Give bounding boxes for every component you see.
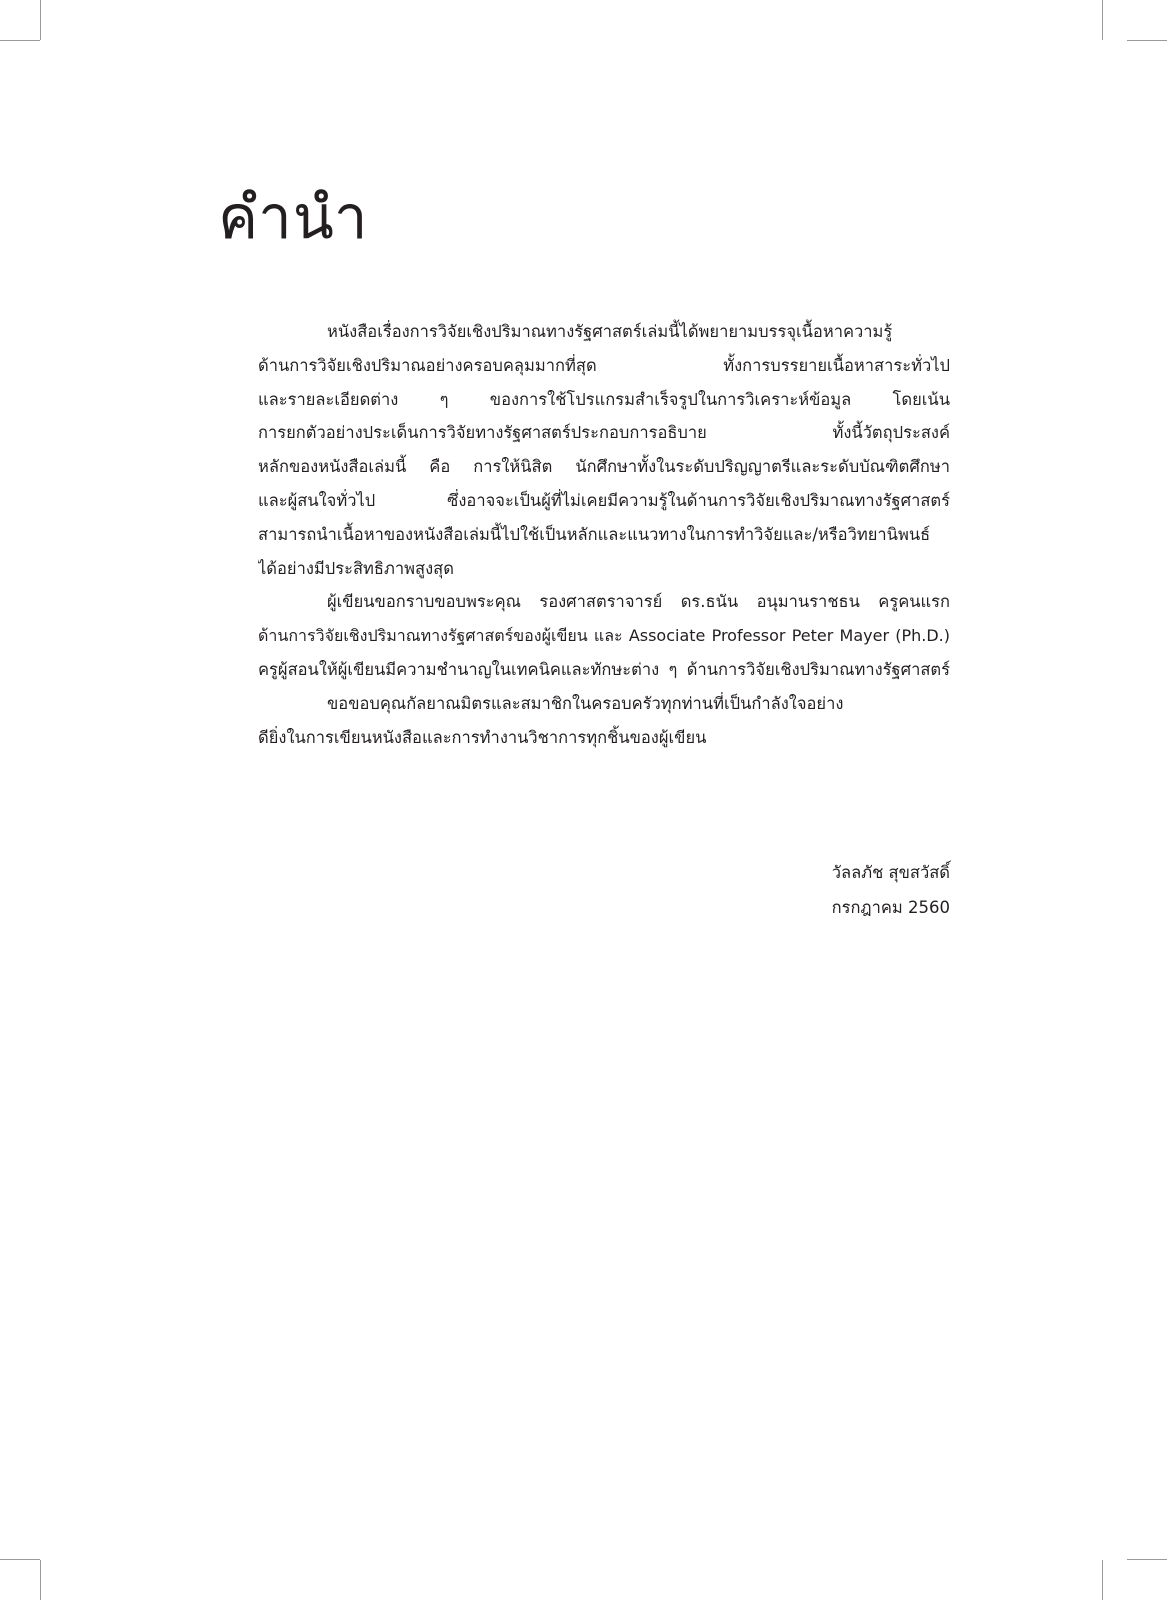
crop-mark-top-left-vertical xyxy=(40,0,41,40)
paragraph-line: ด้านการวิจัยเชิงปริมาณทางรัฐศาสตร์ของผู้เขียน และ Associate Professor Peter Mayer (Ph.D.) xyxy=(258,626,950,646)
author-name: วัลลภัช สุขสวัสดิ์ xyxy=(831,863,950,882)
paragraph-line: และผู้สนใจทั่วไป ซึ่งอาจจะเป็นผู้ที่ไม่เคยมีความรู้ในด้านการวิจัยเชิงปริมาณทางรัฐศาสตร์ xyxy=(258,490,950,510)
paragraph-line: ขอขอบคุณกัลยาณมิตรและสมาชิกในครอบครัวทุกท่านที่เป็นกำลังใจอย่าง xyxy=(327,693,844,713)
crop-mark-bottom-right-horizontal xyxy=(1127,1559,1167,1560)
paragraph-line: ผู้เขียนขอกราบขอบพระคุณ รองศาสตราจารย์ ดร.ธนัน อนุมานราชธน ครูคนแรก xyxy=(327,592,950,612)
crop-mark-top-right-vertical xyxy=(1102,0,1103,40)
paragraph-line: ได้อย่างมีประสิทธิภาพสูงสุด xyxy=(258,558,454,578)
paragraph-line: และรายละเอียดต่าง ๆ ของการใช้โปรแกรมสำเร็จรูปในการวิเคราะห์ข้อมูล โดยเน้น xyxy=(258,389,950,409)
paragraph-line: สามารถนำเนื้อหาของหนังสือเล่มนี้ไปใช้เป็นหลักและแนวทางในการทำวิจัยและ/หรือวิทยานิพนธ์ xyxy=(258,524,931,544)
signature-date: กรกฎาคม 2560 xyxy=(831,898,950,917)
preface-body xyxy=(258,315,950,754)
paragraph-line: ดียิ่งในการเขียนหนังสือและการทำงานวิชาการทุกชิ้นของผู้เขียน xyxy=(258,727,707,747)
paragraph-line: ด้านการวิจัยเชิงปริมาณอย่างครอบคลุมมากที่สุด ทั้งการบรรยายเนื้อหาสาระทั่วไป xyxy=(258,355,950,375)
crop-mark-top-right-horizontal xyxy=(1127,40,1167,41)
paragraph-line: การยกตัวอย่างประเด็นการวิจัยทางรัฐศาสตร์ประกอบการอธิบาย ทั้งนี้วัตถุประสงค์ xyxy=(258,423,950,443)
crop-mark-bottom-right-vertical xyxy=(1102,1560,1103,1600)
crop-mark-bottom-left-vertical xyxy=(40,1560,41,1600)
crop-mark-bottom-left-horizontal xyxy=(0,1559,40,1560)
paragraph-line: หลักของหนังสือเล่มนี้ คือ การให้นิสิต นักศึกษาทั้งในระดับปริญญาตรีและระดับบัณฑิตศึกษา xyxy=(258,457,950,477)
paragraph-line: หนังสือเรื่องการวิจัยเชิงปริมาณทางรัฐศาสตร์เล่มนี้ได้พยายามบรรจุเนื้อหาความรู้ xyxy=(327,322,893,341)
paragraph-line: ครูผู้สอนให้ผู้เขียนมีความชำนาญในเทคนิคและทักษะต่าง ๆ ด้านการวิจัยเชิงปริมาณทางรัฐศาสตร์ xyxy=(258,659,950,679)
crop-mark-top-left-horizontal xyxy=(0,40,40,41)
page-title: คำนำ xyxy=(218,183,369,253)
signature-block xyxy=(832,855,950,925)
